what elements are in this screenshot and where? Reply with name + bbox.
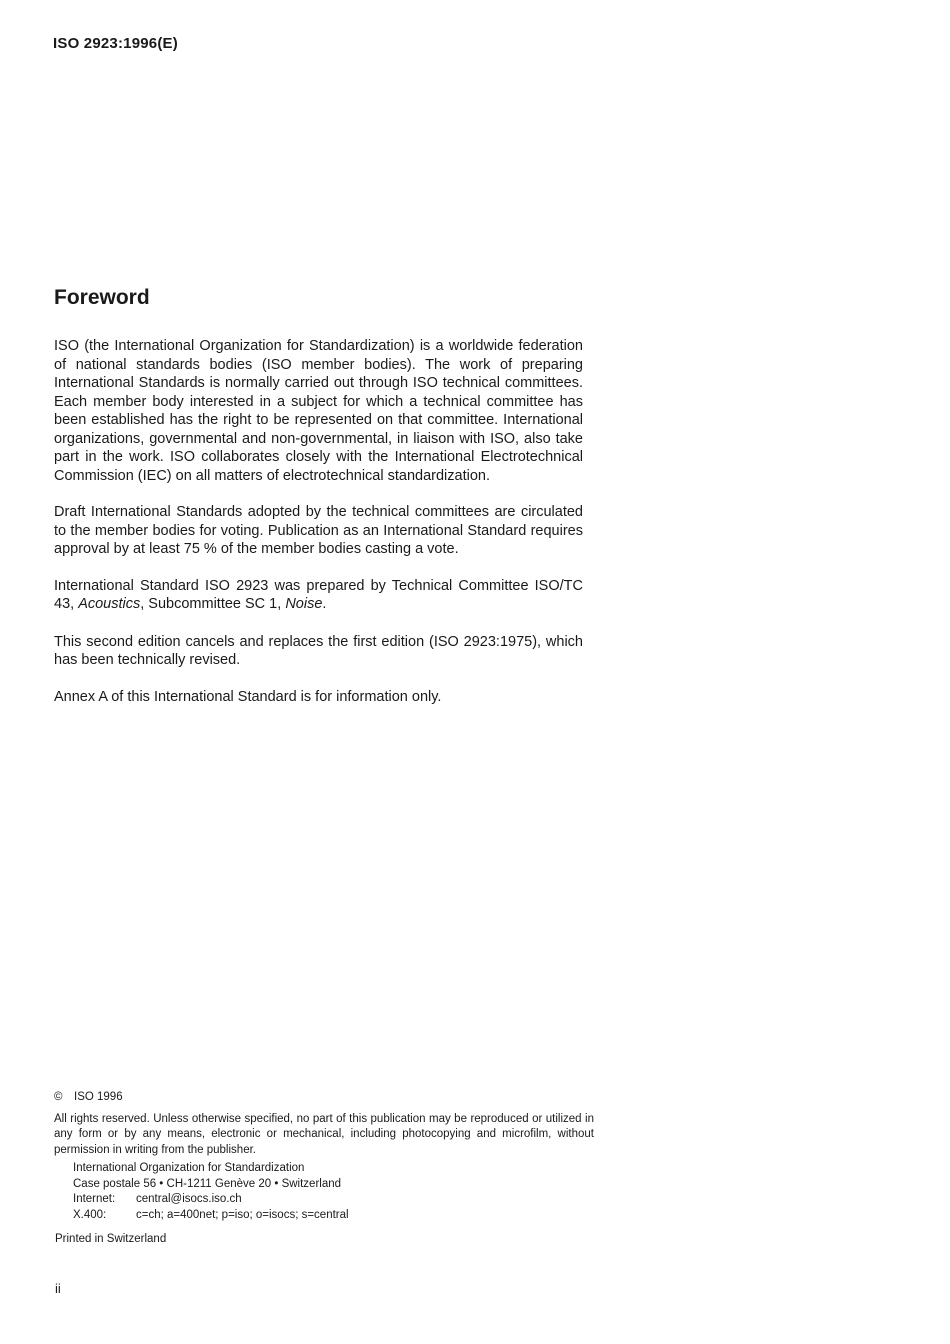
foreword-paragraph-3 bbox=[54, 577, 583, 614]
publisher-postal: Case postale 56 • CH-1211 Genève 20 • Switzerland bbox=[73, 1177, 342, 1190]
foreword-paragraph-2: Draft International Standards adopted by the technical committees are circulated to the member bodies for voting. Publication as an International Standard requires approval by at least 75 % of the member bodies casting a vote. bbox=[54, 504, 583, 557]
publisher-internet bbox=[73, 1192, 594, 1208]
internet-label: Internet: bbox=[73, 1193, 116, 1205]
foreword-body bbox=[54, 337, 583, 724]
publisher-org: International Organization for Standardization bbox=[73, 1162, 305, 1174]
x400-value: c=ch; a=400net; p=iso; o=isocs; s=central bbox=[136, 1208, 349, 1221]
p3-text-end: . bbox=[322, 596, 327, 612]
copyright-block bbox=[54, 1090, 594, 1223]
copyright-line bbox=[54, 1090, 594, 1106]
copyright-year: ISO 1996 bbox=[74, 1091, 123, 1103]
foreword-paragraph-4: This second edition cancels and replaces the first edition (ISO 2923:1975), which has been technically revised. bbox=[54, 633, 583, 668]
p3-text-2: , Subcommittee SC 1, bbox=[140, 596, 286, 612]
x400-label: X.400: bbox=[73, 1208, 107, 1221]
foreword-paragraph-1: ISO (the International Organization for Standardization) is a worldwide federation of national standards bodies (ISO member bodies). The work of preparing International Standards is normally carried out through ISO technical committees. Each member body interested in a subject for which a technical committee has been established has the right to be represented on that committee. International organizations, governmental and non-governmental, in liaison with ISO, also take part in the work. ISO collaborates closely with the International Electrotechnical Commission (IEC) on all matters of electrotechnical standardization. bbox=[54, 338, 583, 484]
internet-value: central@isocs.iso.ch bbox=[136, 1193, 242, 1205]
p3-text-1: International Standard ISO 2923 was prepared by Technical Committee ISO/TC 43, bbox=[54, 577, 583, 612]
section-heading-foreword: Foreword bbox=[54, 286, 150, 309]
publisher-address bbox=[73, 1161, 594, 1223]
copyright-icon: © bbox=[54, 1091, 63, 1103]
page-number: ii bbox=[55, 1281, 61, 1296]
printed-in: Printed in Switzerland bbox=[55, 1233, 167, 1245]
foreword-paragraph-5: Annex A of this International Standard is for information only. bbox=[54, 688, 442, 705]
committee-name: Acoustics bbox=[78, 596, 141, 612]
publisher-x400 bbox=[73, 1208, 594, 1224]
document-id: ISO 2923:1996(E) bbox=[53, 35, 178, 52]
rights-notice: All rights reserved. Unless otherwise specified, no part of this publication may be reproduced or utilized in any form or by any means, electronic or mechanical, including photocopying and microfilm, without permission in writing from the publisher. bbox=[54, 1112, 594, 1156]
subcommittee-name: Noise bbox=[285, 596, 323, 612]
